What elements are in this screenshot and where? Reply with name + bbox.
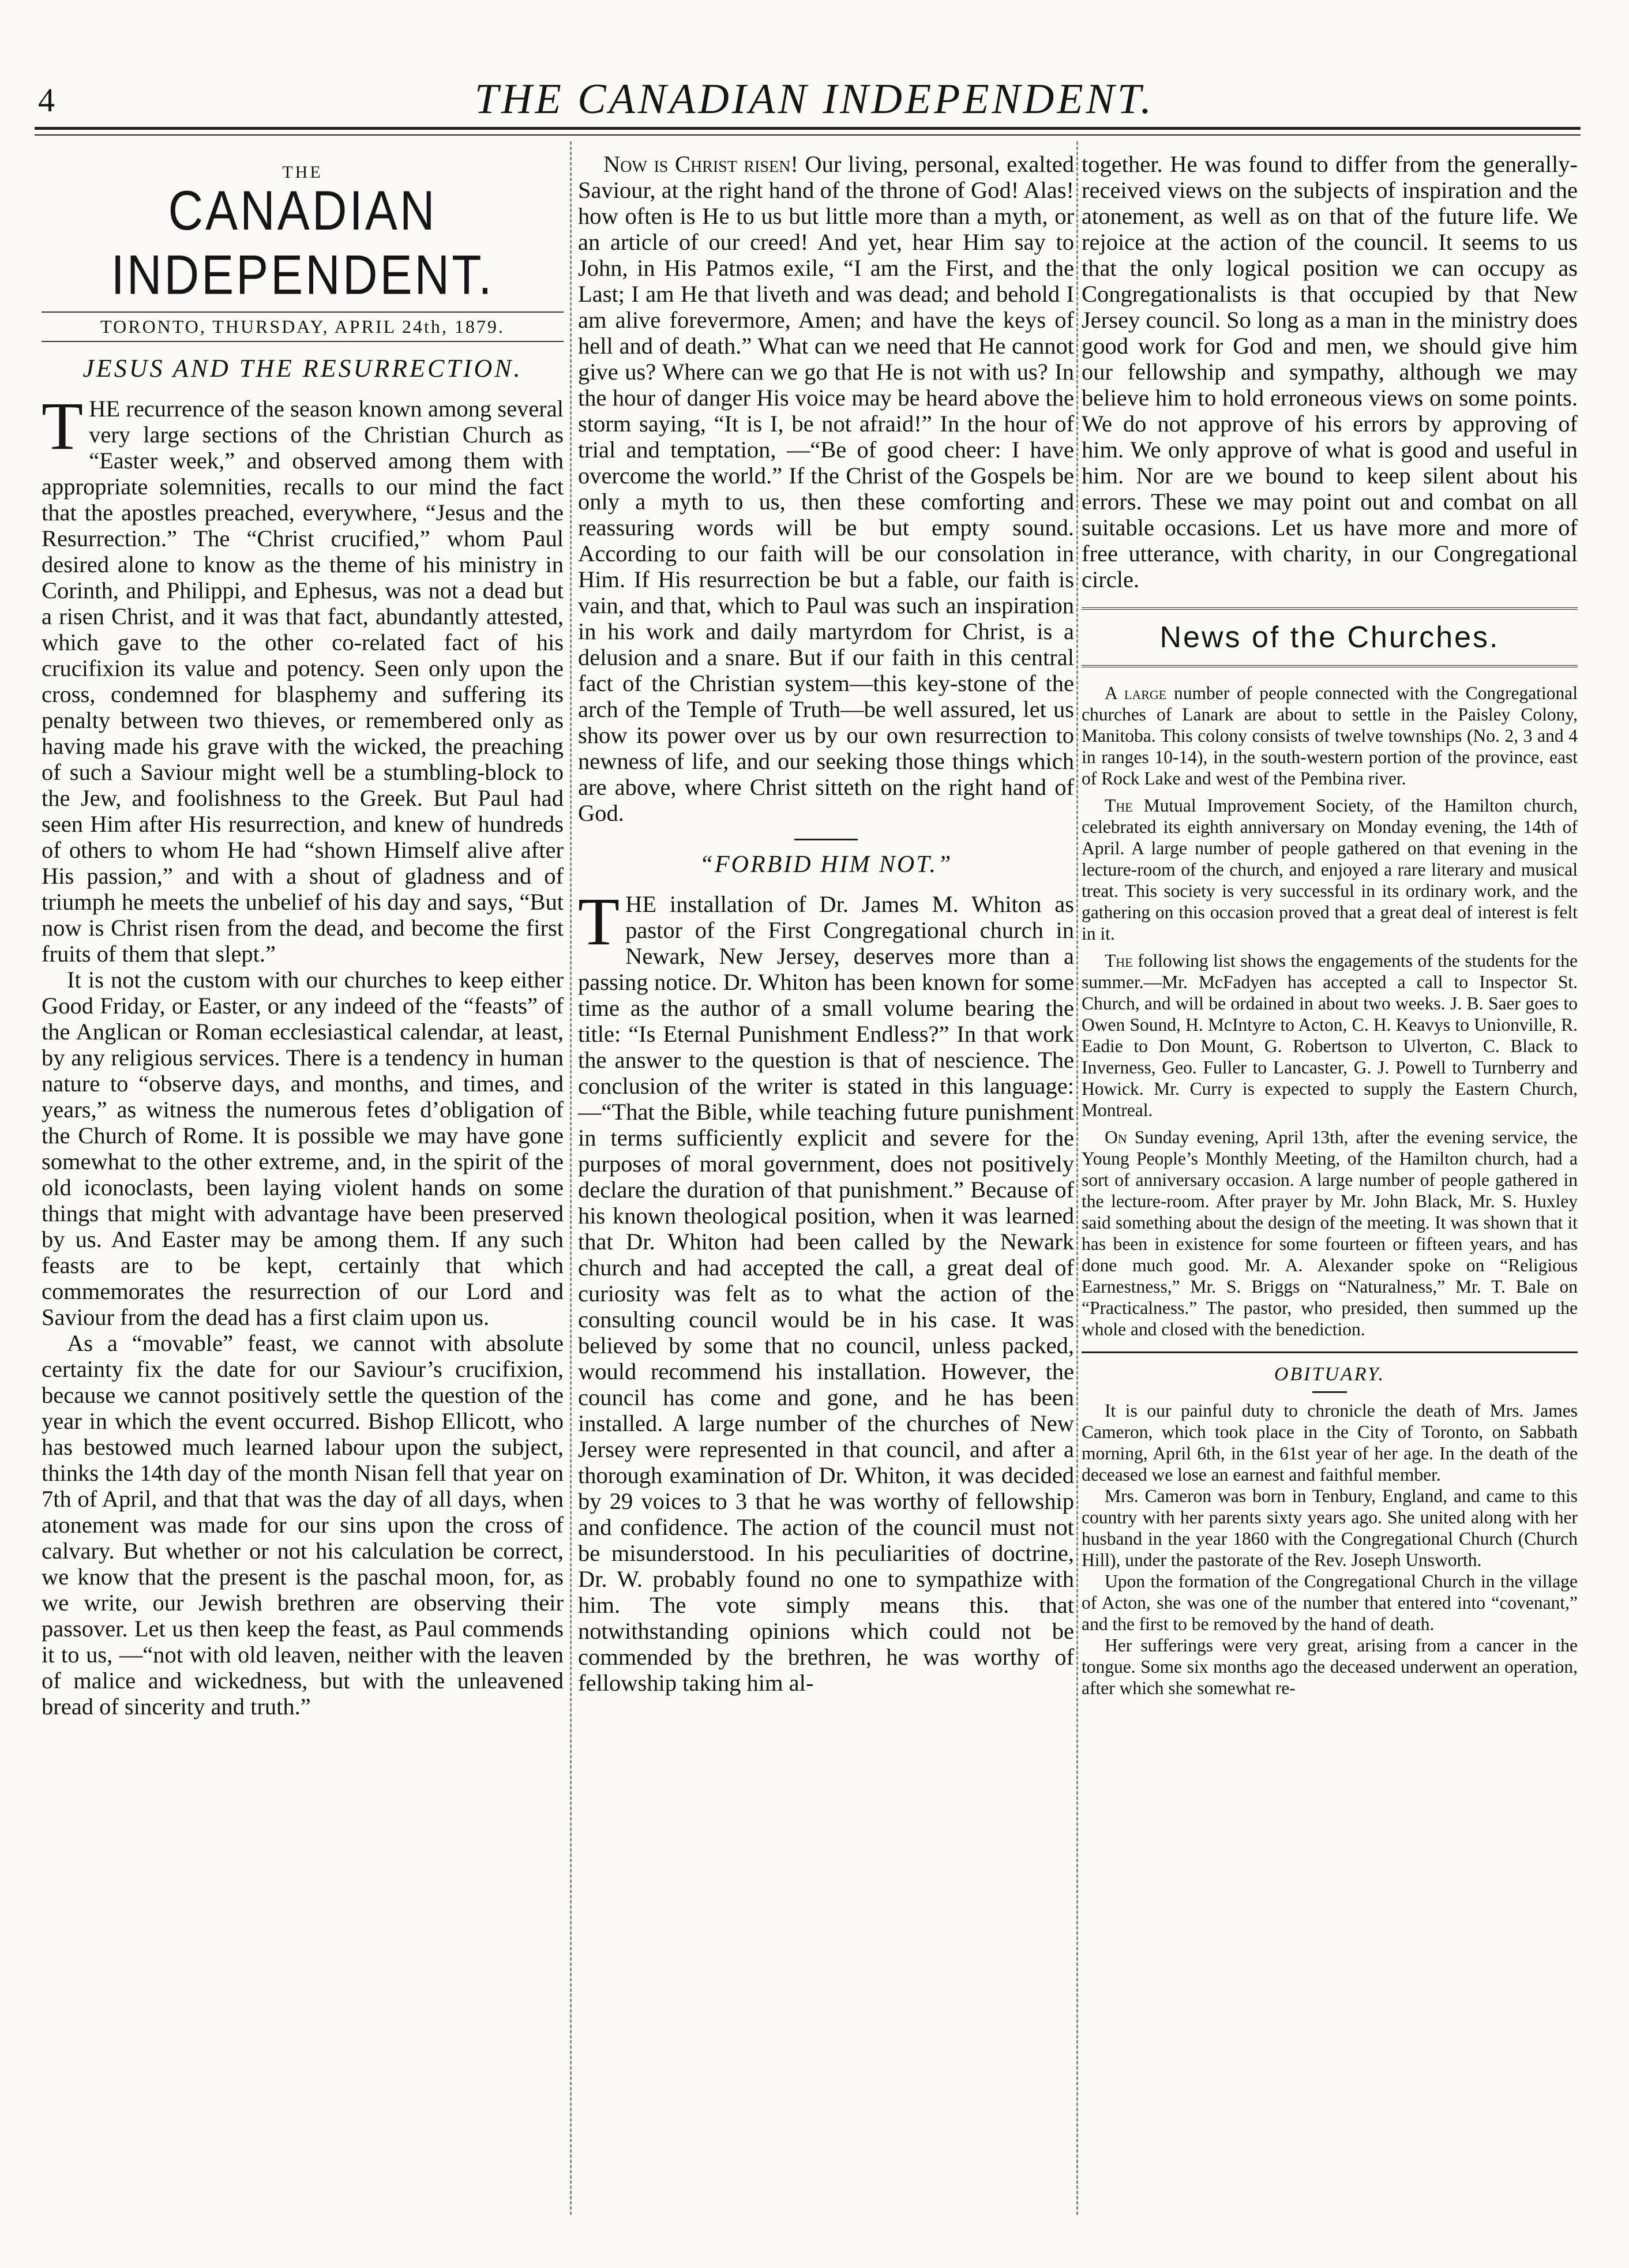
running-masthead: THE CANADIAN INDEPENDENT.	[474, 76, 1155, 123]
obituary-paragraph: It is our painful duty to chronicle the death of Mrs. James Cameron, which took place in the City of Toronto, on Sabbath morning, April 6th, in the 61st year of her age. In the death of the deceased we lose an earnest and faithful member.	[1082, 1400, 1578, 1485]
news-item	[1082, 950, 1578, 1121]
news-text: Mutual Improvement Society, of the Hamilton church, celebrated its eighth anniversary on Monday evening, the 14th of April. A large number of people gathered on that evening in the lecture-room of the church, and enjoyed a rare literary and musical treat. This society is very successful in its ordinary work, and the gathering on this occasion proved that a great deal of interest is felt in it.	[1082, 795, 1578, 944]
obituary-paragraph: Her sufferings were very great, arising from a cancer in the tongue. Some six months ago the deceased underwent an operation, after which she somewhat re-	[1082, 1635, 1578, 1698]
article-paragraph: It is not the custom with our churches to keep either Good Friday, or Easter, or any indeed of the “feasts” of the Anglican or Roman ecclesiastical calendar, at least, by any religious services. There is a tendency in human nature to “observe days, and months, and times, and years,” as witness the numerous fetes d’obligation of the Church of Rome. It is possible we may have gone somewhat to the other extreme, and, in the spirit of the old iconoclasts, been laying violent hands on some things that might with advantage have been preserved by us. And Easter may be among them. If any such feasts are to be kept, certainly that which commemorates the resurrection of our Lord and Saviour from the dead has a first claim upon us.	[42, 967, 564, 1330]
lead-in: Now is Christ risen!	[603, 151, 798, 177]
paragraph-text: HE recurrence of the season known among several very large sections of the Christian Church as “Easter week,” and observed among them with appropriate solemnities, recalls to our mind the fact that the apostles preached, everywhere, “Jesus and the Resurrection.” The “Christ crucified,” whom Paul desired alone to know as the theme of his ministry in Corinth, and Philippi, and Ephesus, was not a dead but a risen Christ, and it was that fact, abundantly attested, which gave to the other co-related fact of his crucifixion its value and potency. Seen only upon the cross, condemned for blasphemy and suffering its penalty between two thieves, or remembered only as having made his grave with the wicked, the preaching of such a Saviour might well be a stumbling-block to the Jew, and foolishness to the Greek. But Paul had seen Him after His resurrection, and knew of hundreds of others to whom He had “shown Himself alive after His passion,” and with a shout of gladness and of triumph he meets the unbelief of his day and says, “But now is Christ risen from the dead, and become the first fruits of them that slept.”	[42, 396, 564, 967]
lead-in: The	[1105, 795, 1133, 816]
article-title-forbid: “FORBID HIM NOT.”	[699, 851, 953, 878]
news-item	[1082, 682, 1578, 789]
news-item	[1082, 1127, 1578, 1340]
column-divider	[570, 141, 572, 2215]
article-paragraph: As a “movable” feast, we cannot with absolute certainty fix the date for our Saviour’s crucifixion, because we cannot positively settle the question of the year in which the event occurred. Bishop Ellicott, who has bestowed much learned labour upon the subject, thinks the 14th day of the month Nisan fell that year on 7th of April, and that that was the day of all days, when atonement was made for our sins upon the cross of calvary. But whether or not his calculation be correct, we know that the present is the paschal moon, for, as we write, our Jewish brethren are observing their passover. Let us then keep the feast, as Paul commends it to us, —“not with old leaven, neither with the leaven of malice and wickedness, but with the unleavened bread of sincerity and truth.”	[42, 1330, 564, 1719]
obituary-heading: OBITUARY.	[1082, 1351, 1578, 1385]
news-text: following list shows the engagements of the students for the summer.—Mr. McFadyen has accepted a call to Inspector St. Church, and will be ordained in about two weeks. J. B. Saer goes to Owen Sound, H. McIntyre to Acton, C. H. Keavys to Unionville, R. Eadie to Don Mount, G. Robertson to Ulverton, C. Black to Inverness, Geo. Fuller to Lancaster, G. J. Powell to Turnberry and Howick. Mr. Curry is expected to supply the Eastern Church, Montreal.	[1082, 951, 1578, 1120]
page-number: 4	[38, 81, 55, 119]
paragraph-text: Our living, personal, exalted Saviour, at the right hand of the throne of God! Alas! how often is He to us but little more than a myth, or an article of our creed! And yet, hear Him say to John, in His Patmos exile, “I am the First, and the Last; I am He that liveth and was dead; and behold I am alive forevermore, Amen; and have the keys of hell and of death.” What can we need that He cannot give us? Where can we go that He is not with us? In the hour of danger His voice may be heard above the storm saying, “It is I, be not afraid!” In the hour of trial and temptation, —“Be of good cheer: I have overcome the world.” If the Christ of the Gospels be only a myth to us, then these comforting and reassuring words will be but empty sound. According to our faith will be our consolation in Him. If His resurrection be but a fable, our faith is vain, and that, which to Paul was such an inspiration in his work and daily martyrdom for Christ, is a delusion and a snare. But if our faith in this central fact of the Christian system—this key-stone of the arch of the Temple of Truth—be well assured, let us show its power over us by our own resurrection to newness of life, and our seeking those things which are above, where Christ sitteth on the right hand of God.	[578, 151, 1075, 826]
column-1	[42, 151, 564, 1719]
column-divider	[1076, 141, 1078, 2215]
column-3	[1082, 151, 1578, 1699]
article-paragraph: together. He was found to differ from the generally-received views on the subjects of inspiration and the atonement, as well as on that of the future life. We rejoice at the action of the council. It seems to us that the only logical position we can occupy as Congregationalists is that occupied by that New Jersey council. So long as a man in the ministry does good work for God and men, we should give him our fellowship and sympathy, although we may believe him to hold erroneous views on some points. We do not approve of his errors by approving of him. We only approve of what is good and useful in him. Nor are we bound to keep silent about his errors. These we may point out and combat on all suitable occasions. Let us have more and more of free utterance, with charity, in our Congregational circle.	[1082, 151, 1578, 592]
obituary-paragraph: Mrs. Cameron was born in Tenbury, England, and came to this country with her parents sixty years ago. She united along with her husband in the year 1860 with the Congregational Church (Church Hill), under the pastorate of the Rev. Joseph Unsworth.	[1082, 1486, 1578, 1570]
article-title-resurrection: JESUS AND THE RESURRECTION.	[82, 354, 523, 382]
news-text: number of people connected with the Congregational churches of Lanark are about to settle in the Paisley Colony, Manitoba. This colony consists of twelve townships (No. 2, 3 and 4 in ranges 10-14), in the south-western portion of the province, east of Rock Lake and west of the Pembina river.	[1082, 683, 1578, 788]
drop-cap: T	[42, 388, 84, 464]
dateline: TORONTO, THURSDAY, APRIL 24th, 1879.	[42, 311, 564, 342]
drop-cap: T	[578, 884, 620, 959]
lead-in: On	[1105, 1127, 1127, 1147]
news-of-churches-heading: News of the Churches.	[1082, 607, 1578, 667]
lead-in: A large	[1105, 683, 1167, 703]
paragraph-text: HE installation of Dr. James M. Whiton as pastor of the First Congregational church in Newark, New Jersey, deserves more than a passing notice. Dr. Whiton has been known for some time as the author of a small volume bearing the title: “Is Eternal Punishment Endless?” In that work the answer to the question is that of nescience. The conclusion of the writer is stated in this language:—“That the Bible, while teaching future punishment in terms sufficiently explicit and severe for the purposes of moral government, does not positively declare the duration of that punishment.” Because of his known theological position, when it was learned that Dr. Whiton had been called by the Newark church and had accepted the call, a great deal of curiosity was felt as to what the action of the consulting council would be in his case. It was believed by some that no council, unless packed, would recommend his installation. However, the council has come and gone, and he has been installed. A large number of the churches of New Jersey were represented in that council, and after a thorough examination of Dr. Whiton, it was decided by 29 voices to 3 that he was worthy of fellowship and confidence. The action of the council must not be misunderstood. In his peculiarities of doctrine, Dr. W. probably found no one to sympathize with him. The vote simply means this. that notwithstanding opinions which could not be commended by the brethren, he was worthy of fellowship taking him al-	[578, 891, 1074, 1696]
article-paragraph	[42, 388, 564, 967]
lead-in: The	[1105, 951, 1133, 971]
section-rule	[794, 839, 858, 840]
news-text: Sunday evening, April 13th, after the evening service, the Young People’s Monthly Meeting, of the Hamilton church, had a sort of anniversary occasion. A large number of people gathered in the lecture-room. After prayer by Mr. John Black, Mr. S. Huxley said something about the design of the meeting. It was shown that it has been in existence for some fourteen or fifteen years, and has done much good. Mr. A. Alexander spoke on “Religious Earnestness,” Mr. S. Briggs on “Naturalness,” Mr. T. Bale on “Practicalness.” The pastor, who presided, then summed up the whole and closed with the benediction.	[1082, 1127, 1578, 1339]
paper-the: THE	[282, 163, 323, 182]
section-rule	[1312, 1391, 1347, 1393]
header-rule-thin	[35, 134, 1581, 136]
news-item	[1082, 795, 1578, 944]
article-paragraph	[578, 151, 1074, 826]
paper-name: CANADIAN INDEPENDENT.	[111, 179, 494, 306]
article-paragraph	[578, 884, 1074, 1696]
header-rule	[35, 127, 1581, 130]
column-2	[578, 151, 1074, 1696]
obituary-paragraph: Upon the formation of the Congregational Church in the village of Acton, she was one of the number that entered into “covenant,” and the first to be removed by the hand of death.	[1082, 1571, 1578, 1634]
